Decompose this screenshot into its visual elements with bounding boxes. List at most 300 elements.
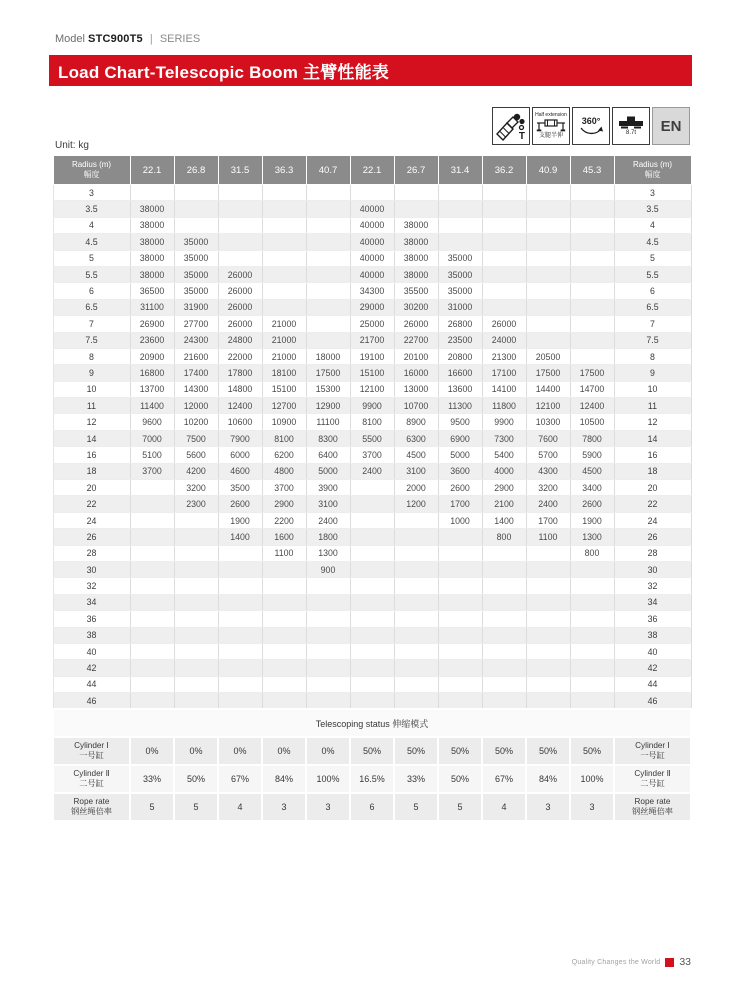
load-value-cell bbox=[218, 643, 262, 659]
load-value-cell: 27700 bbox=[174, 316, 218, 332]
load-value-cell: 21000 bbox=[262, 332, 306, 348]
load-value-cell bbox=[350, 611, 394, 627]
status-value-cell: 100% bbox=[306, 765, 350, 793]
load-value-cell bbox=[350, 578, 394, 594]
load-value-cell bbox=[262, 201, 306, 217]
load-value-cell bbox=[394, 529, 438, 545]
load-value-cell: 3200 bbox=[174, 480, 218, 496]
load-value-cell: 1900 bbox=[218, 512, 262, 528]
load-value-cell bbox=[570, 627, 614, 643]
load-value-cell: 21300 bbox=[482, 348, 526, 364]
radius-cell-right: 5 bbox=[614, 250, 691, 266]
load-value-cell bbox=[218, 217, 262, 233]
radius-cell-right: 24 bbox=[614, 512, 691, 528]
boom-length-9: 40.9 bbox=[526, 156, 570, 185]
load-value-cell: 6000 bbox=[218, 447, 262, 463]
status-value-cell: 6 bbox=[350, 793, 394, 821]
radius-cell-right: 36 bbox=[614, 611, 691, 627]
page-title: Load Chart-Telescopic Boom 主臂性能表 bbox=[58, 63, 390, 82]
radius-cell-right: 26 bbox=[614, 529, 691, 545]
load-value-cell: 6200 bbox=[262, 447, 306, 463]
load-value-cell: 35000 bbox=[174, 283, 218, 299]
load-row-22 bbox=[53, 496, 691, 512]
load-value-cell bbox=[350, 185, 394, 201]
load-row-6.5 bbox=[53, 299, 691, 315]
radius-cell-right: 40 bbox=[614, 643, 691, 659]
load-value-cell bbox=[482, 283, 526, 299]
load-value-cell bbox=[350, 545, 394, 561]
load-value-cell: 31000 bbox=[438, 299, 482, 315]
load-value-cell bbox=[306, 627, 350, 643]
load-value-cell: 6400 bbox=[306, 447, 350, 463]
load-value-cell bbox=[262, 611, 306, 627]
radius-cell-left: 4.5 bbox=[53, 234, 130, 250]
radius-cell-left: 22 bbox=[53, 496, 130, 512]
load-value-cell: 7600 bbox=[526, 430, 570, 446]
status-label-right bbox=[614, 765, 691, 793]
load-value-cell bbox=[262, 185, 306, 201]
load-value-cell bbox=[570, 283, 614, 299]
footer-red-square bbox=[665, 958, 674, 967]
telescoping-status-label: Telescoping status 伸缩模式 bbox=[53, 709, 691, 737]
load-value-cell bbox=[218, 185, 262, 201]
load-value-cell: 1000 bbox=[438, 512, 482, 528]
load-value-cell bbox=[174, 512, 218, 528]
radius-cell-left: 7 bbox=[53, 316, 130, 332]
load-value-cell bbox=[438, 676, 482, 692]
radius-cell-right: 9 bbox=[614, 365, 691, 381]
load-value-cell bbox=[394, 643, 438, 659]
load-value-cell bbox=[438, 693, 482, 709]
load-value-cell bbox=[570, 217, 614, 233]
load-value-cell bbox=[174, 676, 218, 692]
load-value-cell bbox=[174, 201, 218, 217]
load-row-14 bbox=[53, 430, 691, 446]
status-value-cell: 5 bbox=[130, 793, 174, 821]
load-value-cell bbox=[130, 561, 174, 577]
load-value-cell: 38000 bbox=[130, 266, 174, 282]
load-value-cell: 40000 bbox=[350, 201, 394, 217]
radius-cell-right: 6 bbox=[614, 283, 691, 299]
load-value-cell: 21600 bbox=[174, 348, 218, 364]
load-value-cell: 30200 bbox=[394, 299, 438, 315]
load-value-cell bbox=[482, 578, 526, 594]
load-value-cell bbox=[306, 693, 350, 709]
load-chart-table bbox=[52, 155, 692, 822]
load-value-cell bbox=[482, 660, 526, 676]
status-value-cell: 0% bbox=[130, 737, 174, 765]
load-value-cell bbox=[174, 643, 218, 659]
load-value-cell bbox=[130, 545, 174, 561]
status-row-1 bbox=[53, 765, 691, 793]
load-chart-table-wrap bbox=[52, 155, 692, 822]
load-value-cell: 9600 bbox=[130, 414, 174, 430]
load-value-cell bbox=[438, 545, 482, 561]
radius-cell-left: 9 bbox=[53, 365, 130, 381]
load-value-cell bbox=[174, 594, 218, 610]
load-value-cell: 1800 bbox=[306, 529, 350, 545]
load-value-cell: 21700 bbox=[350, 332, 394, 348]
status-value-cell: 50% bbox=[482, 737, 526, 765]
load-value-cell: 10200 bbox=[174, 414, 218, 430]
load-value-cell: 20500 bbox=[526, 348, 570, 364]
status-value-cell: 0% bbox=[218, 737, 262, 765]
load-value-cell bbox=[306, 201, 350, 217]
load-value-cell bbox=[438, 201, 482, 217]
load-value-cell bbox=[174, 611, 218, 627]
load-value-cell: 26000 bbox=[218, 266, 262, 282]
load-value-cell: 2100 bbox=[482, 496, 526, 512]
load-value-cell: 22700 bbox=[394, 332, 438, 348]
load-value-cell: 8100 bbox=[350, 414, 394, 430]
load-value-cell: 15100 bbox=[262, 381, 306, 397]
status-label-cn: 一号缸 bbox=[79, 751, 104, 760]
load-value-cell: 1400 bbox=[218, 529, 262, 545]
boom-length-5: 22.1 bbox=[350, 156, 394, 185]
language-badge bbox=[652, 107, 690, 145]
load-value-cell bbox=[570, 234, 614, 250]
load-row-46 bbox=[53, 693, 691, 709]
load-value-cell: 12100 bbox=[526, 398, 570, 414]
load-value-cell bbox=[174, 561, 218, 577]
load-value-cell bbox=[350, 693, 394, 709]
radius-cell-right: 10 bbox=[614, 381, 691, 397]
unit-label: Unit: kg bbox=[55, 140, 89, 151]
load-value-cell: 35000 bbox=[174, 266, 218, 282]
boom-mode-box bbox=[492, 107, 530, 145]
rotation-arrow-icon bbox=[579, 126, 603, 136]
load-value-cell bbox=[526, 316, 570, 332]
status-value-cell: 100% bbox=[570, 765, 614, 793]
radius-cell-right: 4.5 bbox=[614, 234, 691, 250]
load-value-cell: 40000 bbox=[350, 266, 394, 282]
status-value-cell: 16.5% bbox=[350, 765, 394, 793]
load-value-cell: 7800 bbox=[570, 430, 614, 446]
radius-cell-left: 44 bbox=[53, 676, 130, 692]
load-value-cell: 14700 bbox=[570, 381, 614, 397]
load-value-cell: 15100 bbox=[350, 365, 394, 381]
load-value-cell: 17400 bbox=[174, 365, 218, 381]
load-value-cell bbox=[262, 660, 306, 676]
load-value-cell bbox=[394, 561, 438, 577]
load-value-cell bbox=[262, 283, 306, 299]
load-value-cell: 1700 bbox=[438, 496, 482, 512]
load-row-18 bbox=[53, 463, 691, 479]
load-value-cell bbox=[438, 561, 482, 577]
status-value-cell: 4 bbox=[218, 793, 262, 821]
load-value-cell: 5400 bbox=[482, 447, 526, 463]
series-label: SERIES bbox=[159, 33, 201, 45]
load-value-cell bbox=[570, 660, 614, 676]
load-value-cell bbox=[218, 693, 262, 709]
load-value-cell: 18000 bbox=[306, 348, 350, 364]
outrigger-box bbox=[532, 107, 570, 145]
load-value-cell: 23500 bbox=[438, 332, 482, 348]
load-value-cell bbox=[174, 660, 218, 676]
load-value-cell: 17100 bbox=[482, 365, 526, 381]
load-value-cell: 6300 bbox=[394, 430, 438, 446]
load-value-cell bbox=[482, 627, 526, 643]
load-value-cell: 31100 bbox=[130, 299, 174, 315]
load-value-cell: 35000 bbox=[438, 283, 482, 299]
load-value-cell: 29000 bbox=[350, 299, 394, 315]
radius-cell-left: 18 bbox=[53, 463, 130, 479]
status-label-en: Cylinder Ⅰ bbox=[635, 740, 670, 750]
load-row-3 bbox=[53, 185, 691, 201]
status-value-cell: 4 bbox=[482, 793, 526, 821]
load-value-cell bbox=[526, 299, 570, 315]
load-value-cell bbox=[526, 250, 570, 266]
load-value-cell bbox=[130, 693, 174, 709]
boom-length-8: 36.2 bbox=[482, 156, 526, 185]
load-value-cell: 40000 bbox=[350, 250, 394, 266]
load-value-cell: 18100 bbox=[262, 365, 306, 381]
load-row-24 bbox=[53, 512, 691, 528]
status-label-en: Rope rate bbox=[634, 796, 671, 806]
load-value-cell: 35500 bbox=[394, 283, 438, 299]
load-value-cell bbox=[218, 250, 262, 266]
load-value-cell: 14100 bbox=[482, 381, 526, 397]
load-row-7.5 bbox=[53, 332, 691, 348]
load-value-cell bbox=[306, 611, 350, 627]
load-value-cell bbox=[394, 185, 438, 201]
load-value-cell: 4500 bbox=[570, 463, 614, 479]
load-value-cell bbox=[482, 185, 526, 201]
load-value-cell: 26000 bbox=[218, 316, 262, 332]
load-value-cell bbox=[262, 693, 306, 709]
half-extension-label-cn: 支腿半伸 bbox=[538, 133, 563, 139]
radius-cell-right: 12 bbox=[614, 414, 691, 430]
load-value-cell: 17500 bbox=[306, 365, 350, 381]
radius-cell-left: 6.5 bbox=[53, 299, 130, 315]
load-value-cell: 38000 bbox=[130, 217, 174, 233]
status-label-en: Cylinder Ⅰ bbox=[74, 740, 109, 750]
load-value-cell bbox=[350, 627, 394, 643]
load-value-cell bbox=[570, 676, 614, 692]
status-value-cell: 5 bbox=[394, 793, 438, 821]
load-value-cell: 11300 bbox=[438, 398, 482, 414]
radius-cell-right: 42 bbox=[614, 660, 691, 676]
load-value-cell bbox=[526, 561, 570, 577]
status-value-cell: 0% bbox=[306, 737, 350, 765]
load-value-cell: 1300 bbox=[570, 529, 614, 545]
load-value-cell bbox=[438, 594, 482, 610]
load-value-cell: 35000 bbox=[438, 250, 482, 266]
load-value-cell: 2900 bbox=[262, 496, 306, 512]
page-number: 33 bbox=[679, 956, 691, 968]
load-value-cell bbox=[130, 496, 174, 512]
load-value-cell bbox=[262, 578, 306, 594]
load-value-cell: 38000 bbox=[130, 234, 174, 250]
load-value-cell bbox=[526, 643, 570, 659]
status-value-cell: 50% bbox=[174, 765, 218, 793]
status-value-cell: 67% bbox=[482, 765, 526, 793]
load-value-cell: 14800 bbox=[218, 381, 262, 397]
radius-cell-left: 42 bbox=[53, 660, 130, 676]
load-value-cell bbox=[570, 316, 614, 332]
radius-cell-left: 7.5 bbox=[53, 332, 130, 348]
load-value-cell bbox=[394, 594, 438, 610]
load-value-cell bbox=[526, 217, 570, 233]
load-value-cell bbox=[394, 627, 438, 643]
status-value-cell: 5 bbox=[174, 793, 218, 821]
load-value-cell bbox=[218, 676, 262, 692]
load-value-cell: 2400 bbox=[306, 512, 350, 528]
load-value-cell: 35000 bbox=[174, 250, 218, 266]
load-value-cell bbox=[570, 594, 614, 610]
load-value-cell bbox=[526, 545, 570, 561]
load-value-cell bbox=[174, 217, 218, 233]
load-value-cell bbox=[130, 185, 174, 201]
load-value-cell: 10700 bbox=[394, 398, 438, 414]
load-value-cell bbox=[482, 611, 526, 627]
radius-cell-left: 12 bbox=[53, 414, 130, 430]
load-value-cell: 38000 bbox=[394, 250, 438, 266]
load-value-cell bbox=[306, 299, 350, 315]
status-value-cell: 33% bbox=[394, 765, 438, 793]
status-value-cell: 0% bbox=[262, 737, 306, 765]
load-value-cell: 12400 bbox=[570, 398, 614, 414]
load-value-cell: 26000 bbox=[218, 299, 262, 315]
load-value-cell bbox=[526, 332, 570, 348]
load-value-cell: 3900 bbox=[306, 480, 350, 496]
radius-cell-right: 16 bbox=[614, 447, 691, 463]
radius-cell-left: 3.5 bbox=[53, 201, 130, 217]
counterweight-icon bbox=[618, 116, 644, 129]
load-value-cell bbox=[438, 611, 482, 627]
load-value-cell bbox=[262, 643, 306, 659]
load-value-cell: 5500 bbox=[350, 430, 394, 446]
radius-cell-left: 34 bbox=[53, 594, 130, 610]
load-value-cell: 2400 bbox=[526, 496, 570, 512]
status-value-cell: 67% bbox=[218, 765, 262, 793]
load-value-cell: 16800 bbox=[130, 365, 174, 381]
radius-cell-right: 7.5 bbox=[614, 332, 691, 348]
load-value-cell bbox=[570, 611, 614, 627]
boom-length-0: 22.1 bbox=[130, 156, 174, 185]
radius-cell-left: 30 bbox=[53, 561, 130, 577]
load-value-cell: 11400 bbox=[130, 398, 174, 414]
load-value-cell: 12700 bbox=[262, 398, 306, 414]
load-value-cell: 38000 bbox=[130, 250, 174, 266]
status-value-cell: 50% bbox=[438, 765, 482, 793]
load-value-cell: 4200 bbox=[174, 463, 218, 479]
radius-cell-right: 5.5 bbox=[614, 266, 691, 282]
radius-cell-right: 22 bbox=[614, 496, 691, 512]
radius-cell-right: 20 bbox=[614, 480, 691, 496]
load-value-cell bbox=[218, 611, 262, 627]
load-value-cell: 2900 bbox=[482, 480, 526, 496]
load-value-cell: 5600 bbox=[174, 447, 218, 463]
load-value-cell bbox=[174, 529, 218, 545]
load-value-cell bbox=[350, 529, 394, 545]
load-value-cell: 12100 bbox=[350, 381, 394, 397]
load-value-cell: 1100 bbox=[262, 545, 306, 561]
load-value-cell: 2600 bbox=[570, 496, 614, 512]
status-label-cn: 钢丝绳倍率 bbox=[71, 807, 112, 816]
page-footer bbox=[572, 956, 691, 968]
load-value-cell: 20800 bbox=[438, 348, 482, 364]
load-value-cell bbox=[218, 201, 262, 217]
language-label: EN bbox=[660, 117, 682, 135]
load-row-28 bbox=[53, 545, 691, 561]
load-value-cell bbox=[526, 611, 570, 627]
status-label-cn: 钢丝绳倍率 bbox=[632, 807, 673, 816]
load-value-cell: 13000 bbox=[394, 381, 438, 397]
load-value-cell bbox=[262, 250, 306, 266]
boom-length-6: 26.7 bbox=[394, 156, 438, 185]
load-value-cell: 5000 bbox=[306, 463, 350, 479]
load-row-10 bbox=[53, 381, 691, 397]
status-value-cell: 50% bbox=[438, 737, 482, 765]
status-value-cell: 5 bbox=[438, 793, 482, 821]
radius-cell-left: 5.5 bbox=[53, 266, 130, 282]
status-label-left bbox=[53, 737, 130, 765]
load-value-cell: 8100 bbox=[262, 430, 306, 446]
status-label-cn: 二号缸 bbox=[79, 779, 104, 788]
load-value-cell bbox=[482, 693, 526, 709]
load-value-cell bbox=[482, 561, 526, 577]
model-series-separator: | bbox=[149, 33, 153, 45]
load-value-cell bbox=[526, 283, 570, 299]
load-value-cell bbox=[130, 660, 174, 676]
rotation-box bbox=[572, 107, 610, 145]
load-value-cell bbox=[526, 234, 570, 250]
boom-length-1: 26.8 bbox=[174, 156, 218, 185]
load-value-cell bbox=[526, 693, 570, 709]
load-value-cell: 9500 bbox=[438, 414, 482, 430]
load-row-3.5 bbox=[53, 201, 691, 217]
load-value-cell: 1700 bbox=[526, 512, 570, 528]
radius-cell-right: 18 bbox=[614, 463, 691, 479]
status-label-left bbox=[53, 793, 130, 821]
load-value-cell: 800 bbox=[482, 529, 526, 545]
load-value-cell bbox=[394, 545, 438, 561]
status-label-en: Cylinder Ⅱ bbox=[634, 768, 671, 778]
load-value-cell: 2600 bbox=[218, 496, 262, 512]
load-row-36 bbox=[53, 611, 691, 627]
load-value-cell: 5100 bbox=[130, 447, 174, 463]
load-value-cell: 38000 bbox=[394, 234, 438, 250]
load-value-cell bbox=[482, 266, 526, 282]
load-row-16 bbox=[53, 447, 691, 463]
load-value-cell bbox=[482, 234, 526, 250]
load-value-cell: 38000 bbox=[394, 217, 438, 233]
load-value-cell: 24000 bbox=[482, 332, 526, 348]
load-value-cell: 12000 bbox=[174, 398, 218, 414]
load-value-cell bbox=[350, 496, 394, 512]
radius-corner-left bbox=[53, 156, 130, 185]
load-value-cell bbox=[438, 529, 482, 545]
load-value-cell: 4000 bbox=[482, 463, 526, 479]
load-value-cell bbox=[570, 332, 614, 348]
radius-cell-right: 3.5 bbox=[614, 201, 691, 217]
load-row-20 bbox=[53, 480, 691, 496]
load-value-cell bbox=[526, 676, 570, 692]
load-value-cell bbox=[174, 693, 218, 709]
load-value-cell bbox=[526, 627, 570, 643]
load-value-cell bbox=[306, 250, 350, 266]
load-value-cell: 2400 bbox=[350, 463, 394, 479]
boom-length-10: 45.3 bbox=[570, 156, 614, 185]
rotation-label: 360° bbox=[581, 115, 601, 126]
radius-cell-right: 14 bbox=[614, 430, 691, 446]
status-label-right bbox=[614, 737, 691, 765]
load-value-cell bbox=[350, 660, 394, 676]
status-row-2 bbox=[53, 793, 691, 821]
load-value-cell: 1400 bbox=[482, 512, 526, 528]
radius-cell-right: 8 bbox=[614, 348, 691, 364]
